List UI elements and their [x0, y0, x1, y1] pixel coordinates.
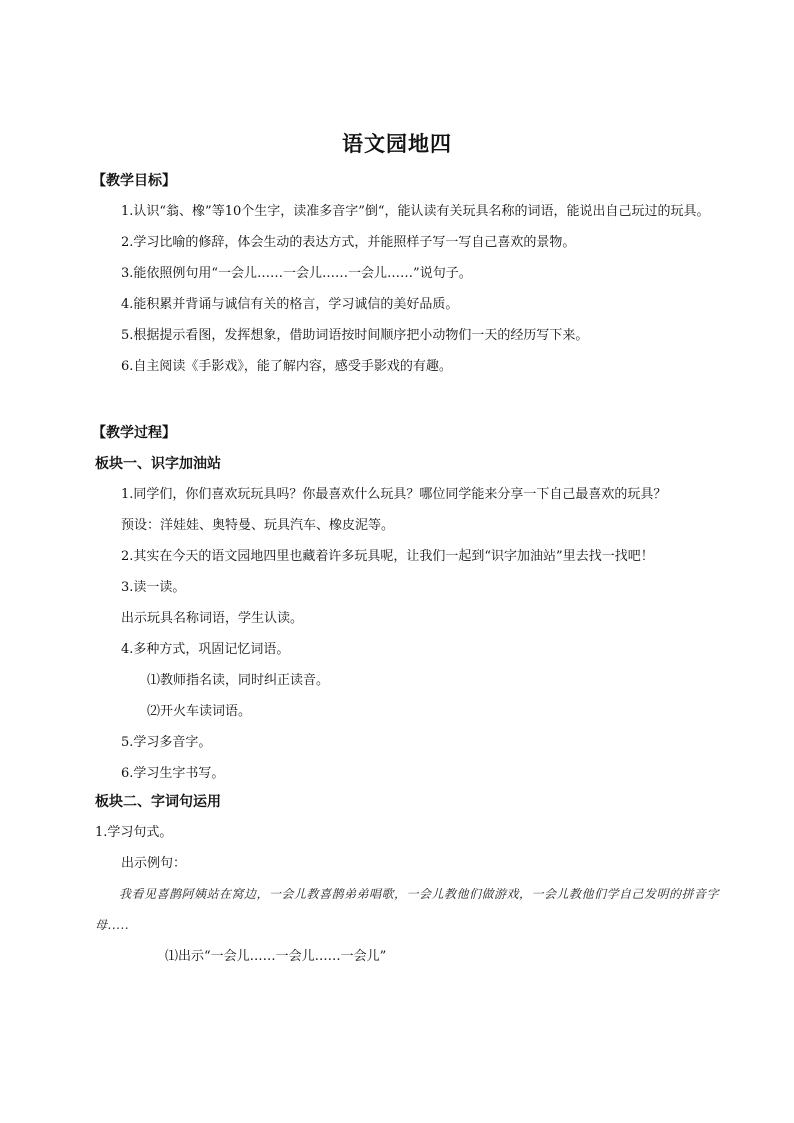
process-step: 5.学习多音字。 [121, 735, 212, 750]
block-heading-1: 板块一、识字加油站 [95, 456, 221, 472]
goal-item: 5.根据提示看图，发挥想象，借助词语按时间顺序把小动物们一天的经历写下来。 [121, 328, 589, 343]
goal-item: 3.能依照例句用“一会儿……一会儿……一会儿……”说句子。 [121, 266, 472, 281]
example-intro: 出示例句： [121, 856, 187, 871]
goal-item: 4.能积累并背诵与诚信有关的格言，学习诚信的美好品质。 [121, 297, 459, 312]
process-substep: ⑴出示“一会儿……一会儿……一会儿” [165, 949, 387, 964]
section-heading-process: 【教学过程】 [92, 425, 176, 441]
block-heading-2: 板块二、字词句运用 [95, 794, 221, 810]
page-title: 语文园地四 [342, 132, 452, 156]
goal-item: 2.学习比喻的修辞，体会生动的表达方式，并能照样子写一写自己喜欢的景物。 [121, 235, 576, 250]
goal-item: 6.自主阅读《手影戏》，能了解内容，感受手影戏的有趣。 [121, 359, 452, 374]
process-preset: 预设：洋娃娃、奥特曼、玩具汽车、橡皮泥等。 [121, 518, 395, 533]
process-step: 1.学习句式。 [95, 825, 173, 840]
process-step: 1.同学们，你们喜欢玩玩具吗？你最喜欢什么玩具？哪位同学能来分享一下自己最喜欢的玩具？ [121, 487, 667, 502]
process-step: 2.其实在今天的语文园地四里也藏着许多玩具呢，让我们一起到“识字加油站”里去找一找吧！ [121, 549, 654, 564]
process-step: 4.多种方式，巩固记忆词语。 [121, 642, 290, 657]
example-sentence: 我看见喜鹊阿姨站在窝边，一会儿教喜鹊弟弟唱歌，一会儿教他们做游戏，一会儿教他们学自己发明的拼音字母..... [95, 887, 720, 932]
process-step: 6.学习生字书写。 [121, 766, 225, 781]
process-substep: ⑵开火车读词语。 [147, 704, 252, 719]
process-substep: ⑴教师指名读，同时纠正读音。 [147, 673, 330, 688]
goal-item: 1.认识“翁、橡”等10个生字，读准多音字”倒“，能认读有关玩具名称的词语，能说出自己玩过的玩具。 [121, 204, 710, 219]
process-detail: 出示玩具名称词语，学生认读。 [121, 611, 304, 626]
document-body [92, 170, 720, 972]
section-heading-goals: 【教学目标】 [92, 173, 176, 189]
process-step: 3.读一读。 [121, 580, 186, 595]
